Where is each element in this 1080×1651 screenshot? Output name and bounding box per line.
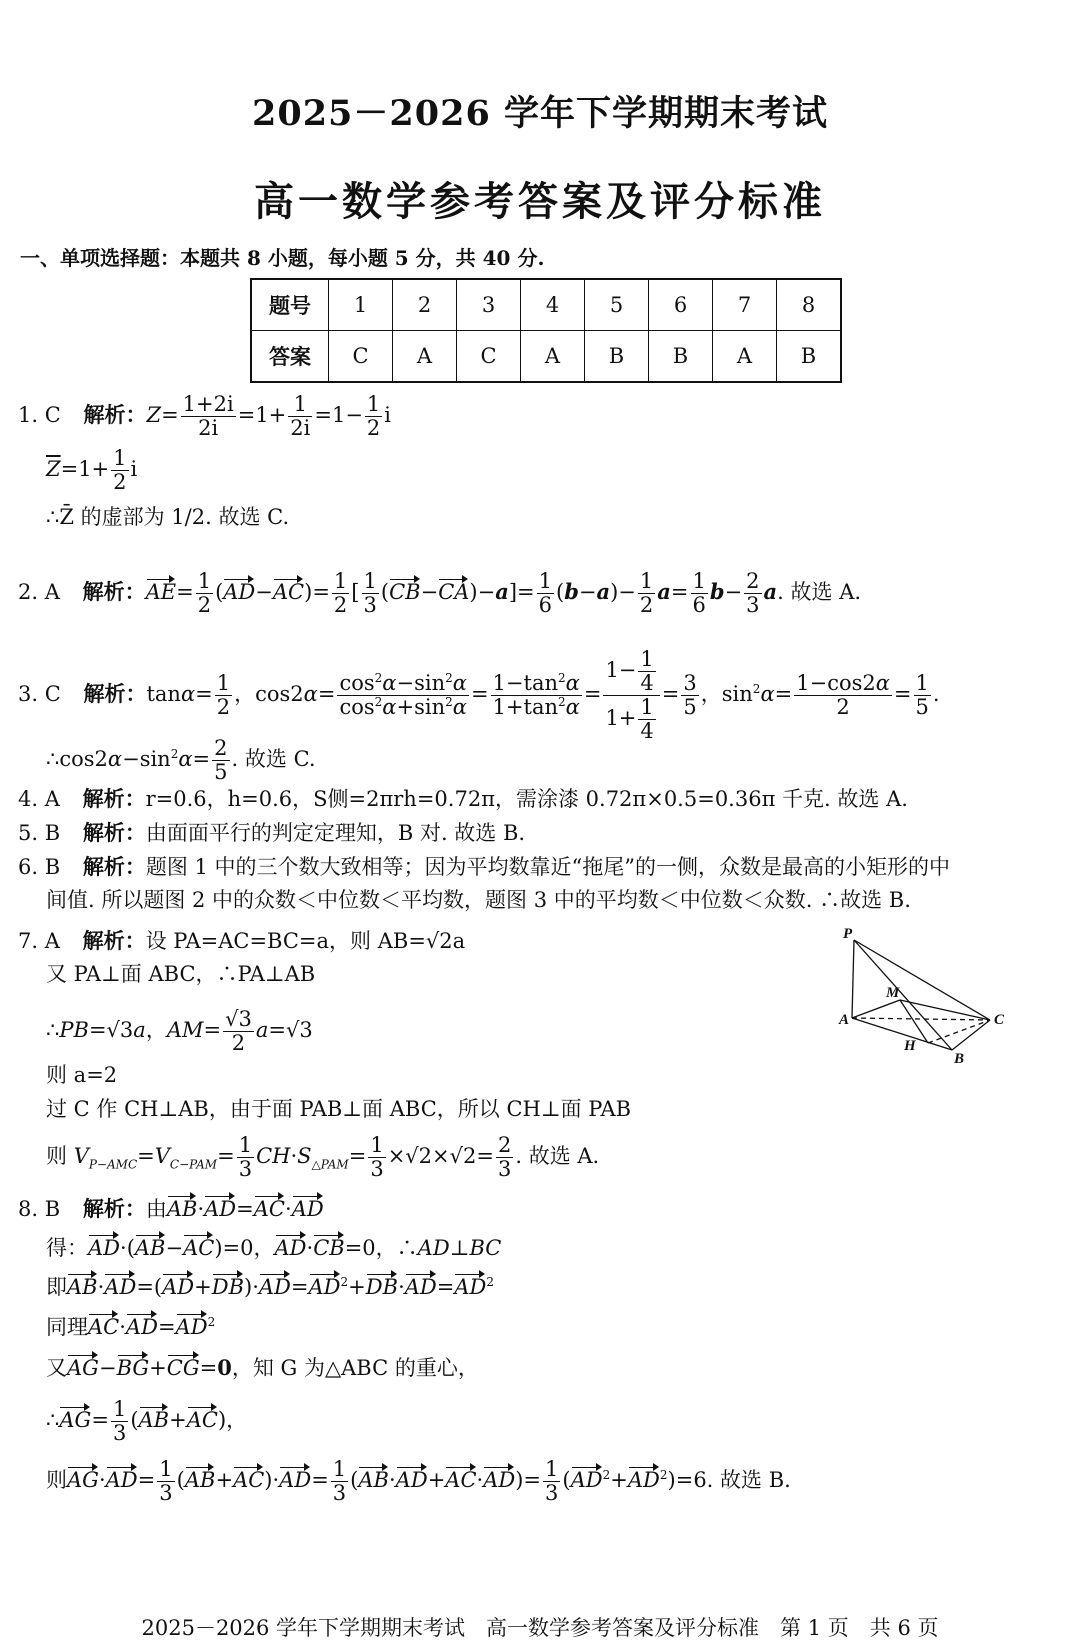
table-cell: 6	[649, 279, 713, 331]
q8-line-2: 得：AD·(AB−AC)=0，AD·CB=0，∴AD⊥BC	[46, 1236, 502, 1260]
q3-tag: 解析：	[83, 681, 147, 707]
q3-line-1: 3. C 解析：tanα= $\frac{1}{2}$ ，cos2α= $\frac{\cos^2\alpha-\sin^2\alpha}{\cos^2\alpha+\sin^2\alpha}$ = $\frac{1-\tan^2\alpha}{1+\tan^2\alpha}$ = 1− $\frac{1}{4}$ 1+ $\frac{1}{4}$ = $\frac{3}{5}$ ，$\sin^2\alpha=$ $\frac{1-\cos 2\alpha}{2}$ = $\frac{1}{5}$ .	[18, 647, 940, 744]
q7-line-1	[18, 928, 465, 954]
q4-body: r=0.6，h=0.6，S侧=2πrh=0.72π，需涂漆 0.72π×0.5=0.36π 千克. 故选 A.	[145, 787, 908, 811]
figure-label-c: C	[994, 1012, 1005, 1028]
section-heading: 一、单项选择题：本题共 8 小题，每小题 5 分，共 40 分.	[20, 246, 545, 270]
q1-line-1: 1. C 解析：Z= $\frac{1+2i}{2i}$ =1+ $\frac{1}{2i}$ =1− $\frac{1}{2}$ i	[18, 392, 392, 441]
figure-label-b: B	[954, 1051, 965, 1067]
table-cell: 8	[777, 279, 842, 331]
answer-table	[250, 278, 842, 383]
q7-line-5: 过 C 作 CH⊥AB，由于面 PAB⊥面 ABC，所以 CH⊥面 PAB	[46, 1097, 632, 1121]
q8-line-1: 8. B 解析：由AB·AD=AC·AD	[18, 1196, 324, 1221]
q7-line-2: 又 PA⊥面 ABC，∴PA⊥AB	[46, 962, 316, 986]
q1-label: 1. C	[18, 403, 61, 428]
page-footer: 2025－2026 学年下学期期末考试 高一数学参考答案及评分标准 第 1 页 共 6 页	[141, 1616, 939, 1640]
q1-conclusion: ∴Z̄ 的虚部为 1/2. 故选 C.	[46, 505, 290, 529]
table-cell: 5	[585, 279, 649, 331]
q6-line-2: 间值. 所以题图 2 中的众数＜中位数＜平均数，题图 3 中的平均数＜中位数＜众数. ∴故选 B.	[46, 888, 911, 912]
q8-label: 8. B	[18, 1197, 61, 1221]
table-cell: A	[521, 331, 585, 383]
q3-tail: 故选 C.	[244, 747, 316, 772]
q4-line	[18, 786, 908, 812]
q7-line-3: ∴PB=√3a，AM= $\frac{√3}{2}$ a=√3	[46, 1007, 313, 1056]
table-header-cell: 答案	[251, 331, 329, 383]
q6-label: 6. B	[18, 855, 61, 879]
q6-tag: 解析：	[82, 854, 146, 879]
table-row	[251, 279, 841, 331]
q4-tag: 解析：	[82, 786, 146, 811]
q2-tail: 故选 A.	[790, 580, 862, 605]
table-cell: B	[777, 331, 842, 383]
q1-line-2: $\overline{Z}=1+$ $\frac{1}{2}$ i	[46, 446, 138, 495]
q5-body: 由面面平行的判定定理知，B 对. 故选 B.	[145, 821, 526, 845]
table-header-cell: 题号	[251, 279, 329, 331]
q3-label: 3. C	[18, 682, 61, 707]
q5-label: 5. B	[18, 821, 61, 845]
table-cell: B	[649, 331, 713, 383]
q8-line-6: ∴AG= $\frac{1}{3}$ (AB+AC)，	[46, 1397, 248, 1446]
q8-line-4: 同理$AC\cdot AD=AD^2$	[46, 1315, 216, 1339]
q7-figure	[839, 926, 1040, 1080]
table-cell: 1	[329, 279, 393, 331]
q8-tail: 故选 B.	[720, 1468, 791, 1493]
q4-label: 4. A	[18, 787, 60, 811]
table-cell: A	[393, 331, 457, 383]
q7-tail: 故选 A.	[528, 1144, 600, 1169]
exam-title: 2025－2026 学年下学期期末考试	[251, 93, 828, 134]
figure-label-m: M	[886, 985, 900, 1001]
document-title: 高一数学参考答案及评分标准	[254, 178, 826, 225]
q6-line-1	[18, 854, 950, 880]
table-row	[251, 331, 841, 383]
figure-label-p: P	[843, 926, 853, 942]
q8-line-5: 又AG−BG+CG=0，知 G 为△ABC 的重心，	[46, 1355, 479, 1380]
q2-label: 2. A	[18, 580, 60, 605]
q8-line-7: 则AG·AD= $\frac{1}{3}$ (AB+AC)·AD= $\frac{1}{3}$ (AB·AD+AC·AD)= $\frac{1}{3}$ $(AD^2+AD^2)=6$. 故选 B.	[46, 1457, 791, 1506]
q7-label: 7. A	[18, 929, 60, 953]
q7-line-4: 则 a=2	[46, 1063, 118, 1087]
q7-tag: 解析：	[82, 928, 146, 953]
q7-line-6: 则 $V_{P-AMC}=V_{C-PAM}=$ $\frac{1}{3}$ $CH\cdot S_{\triangle PAM}=$ $\frac{1}{3}$ ×√2×√2= $\frac{2}{3}$ . 故选 A.	[46, 1133, 600, 1182]
table-cell: C	[329, 331, 393, 383]
table-cell: 7	[713, 279, 777, 331]
q5-line	[18, 820, 525, 846]
table-cell: 2	[393, 279, 457, 331]
q6-body-1: 题图 1 中的三个数大致相等；因为平均数靠近“拖尾”的一侧，众数是最高的小矩形的中	[145, 855, 951, 879]
q2-tag: 解析：	[82, 579, 146, 605]
q1-tag: 解析：	[83, 402, 147, 428]
table-cell: B	[585, 331, 649, 383]
q8-line-3: 即$AB\cdot AD=(AD+DB)\cdot AD=AD^2+DB\cdot AD=AD^2$	[46, 1275, 495, 1299]
table-cell: A	[713, 331, 777, 383]
q7-body-1: 设 PA=AC=BC=a，则 AB=√2a	[145, 929, 466, 953]
table-cell: 4	[521, 279, 585, 331]
figure-label-h: H	[904, 1038, 916, 1054]
q8-tag: 解析：	[82, 1196, 146, 1221]
table-cell: 3	[457, 279, 521, 331]
table-cell: C	[457, 331, 521, 383]
q5-tag: 解析：	[82, 820, 146, 845]
q3-line-2: $\therefore\cos 2\alpha-\sin^2\alpha=$ $\frac{2}{5}$ . 故选 C.	[46, 736, 316, 785]
figure-label-a: A	[839, 1012, 850, 1028]
q2-line: 2. A 解析：AE= $\frac{1}{2}$ (AD−AC)= $\frac{1}{2}$ [ $\frac{1}{3}$ (CB−CA)−a]= $\frac{1}{6}$ (b−a)− $\frac{1}{2}$ a= $\frac{1}{6}$ b− $\frac{2}{3}$ a. 故选 A.	[18, 569, 862, 618]
